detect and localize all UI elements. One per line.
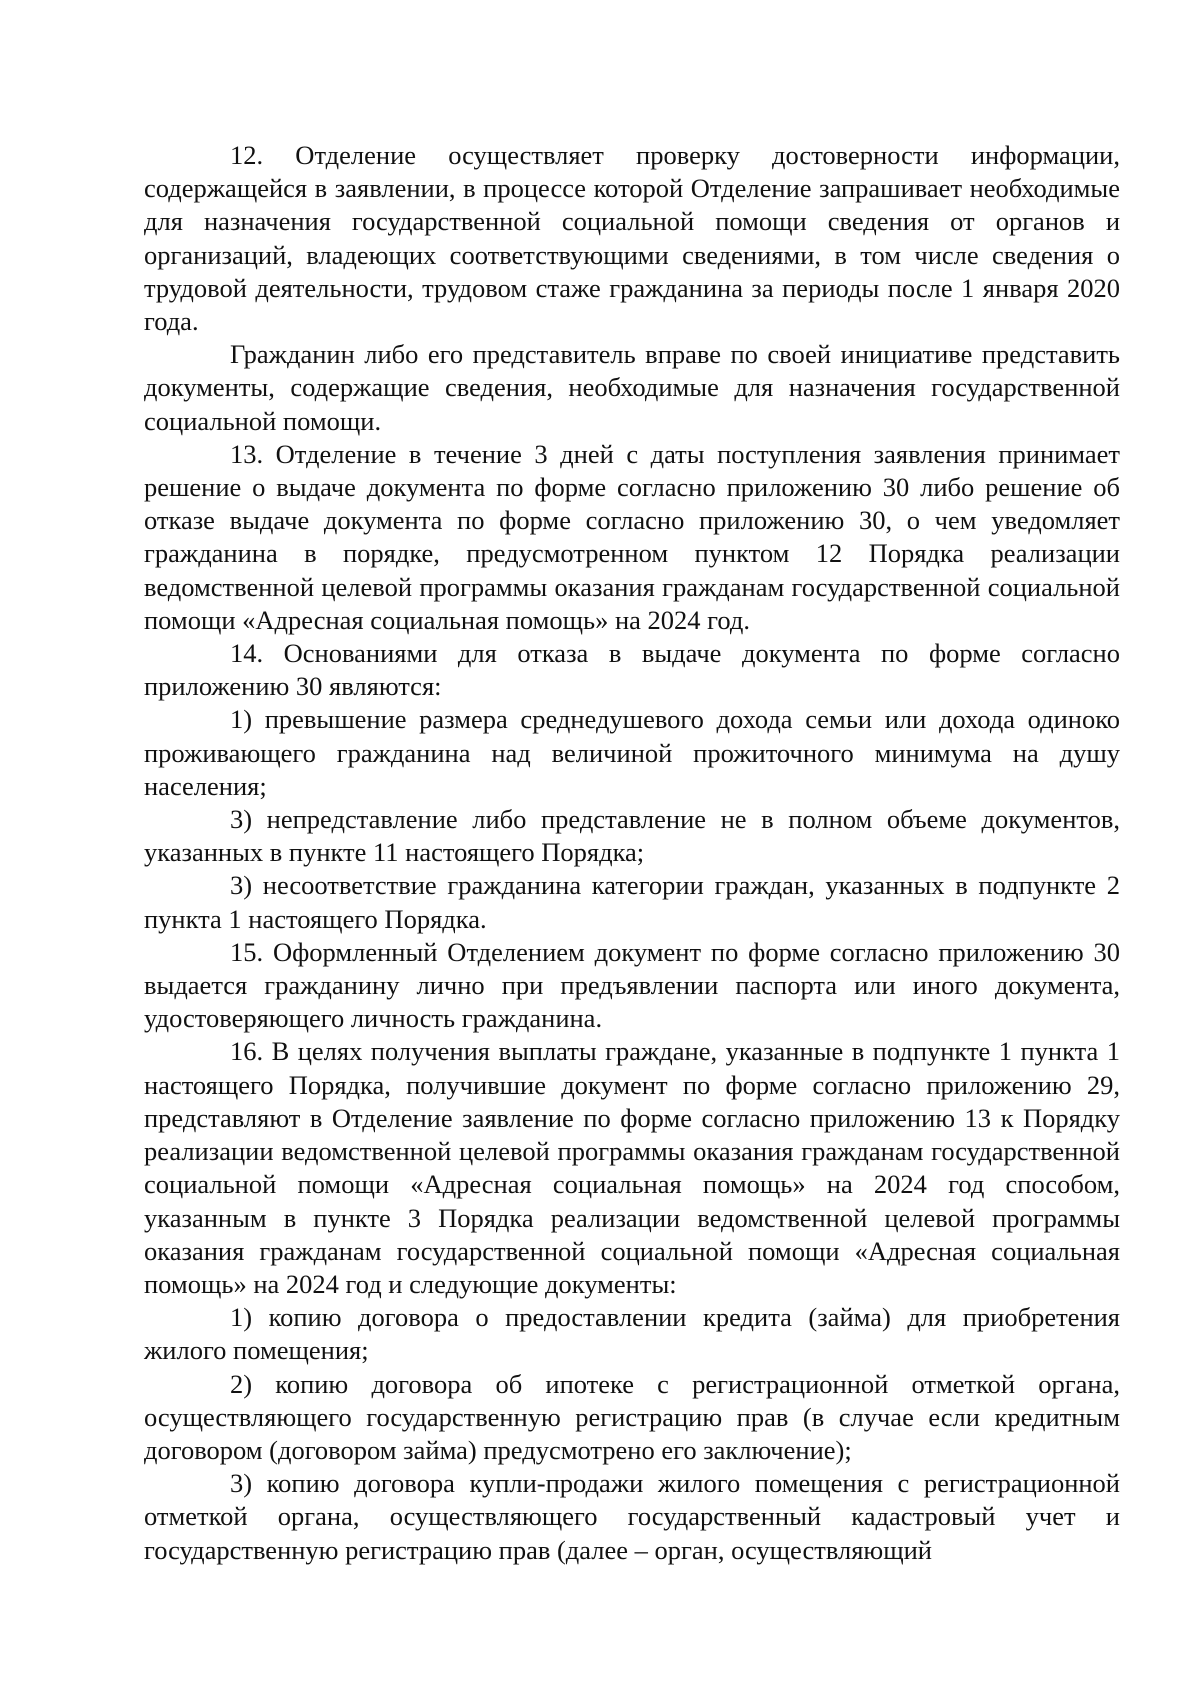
paragraph-13-decision: 13. Отделение в течение 3 дней с даты поступления заявления принимает решение о выдаче документа по форме согласно приложению 30 либо решение об отказе выдаче документа по форме согласно приложению 30, о чем уведомляет гражданина в порядке, предусмотренном пунктом 12 Порядка реализации ведомственной целевой программы оказания гражданам государственной социальной помощи «Адресная социальная помощь» на 2024 год.	[144, 438, 1120, 635]
list-item-document-3: 3) копию договора купли-продажи жилого помещения с регистрационной отметкой органа, осуществляющего государственный кадастровый учет и государственную регистрацию прав (далее – орган, осуществляющий	[144, 1468, 1120, 1565]
paragraph-16-payment: 16. В целях получения выплаты граждане, указанные в подпункте 1 пункта 1 настоящего Порядка, получившие документ по форме согласно приложению 29, представляют в Отделение заявление по форме согласно приложению 13 к Порядку реализации ведомственной целевой программы оказания гражданам государственной социальной помощи «Адресная социальная помощь» на 2024 год способом, указанным в пункте 3 Порядка реализации ведомственной целевой программы оказания гражданам государственной социальной помощи «Адресная социальная помощь» на 2024 год и следующие документы:	[144, 1036, 1120, 1299]
list-item-document-1: 1) копию договора о предоставлении кредита (займа) для приобретения жилого помещения;	[144, 1302, 1120, 1366]
list-item-refusal-3: 3) несоответствие гражданина категории граждан, указанных в подпункте 2 пункта 1 настоящего Порядка.	[144, 870, 1120, 934]
list-item-refusal-2: 3) непредставление либо представление не в полном объеме документов, указанных в пункте 11 настоящего Порядка;	[144, 804, 1120, 868]
paragraph-citizen-right: Гражданин либо его представитель вправе по своей инициативе представить документы, содержащие сведения, необходимые для назначения государственной социальной помощи.	[144, 339, 1120, 436]
paragraph-15-issuance: 15. Оформленный Отделением документ по форме согласно приложению 30 выдается гражданину лично при предъявлении паспорта или иного документа, удостоверяющего личность гражданина.	[144, 936, 1120, 1034]
paragraph-12-verification: 12. Отделение осуществляет проверку достоверности информации, содержащейся в заявлении, в процессе которой Отделение запрашивает необходимые для назначения государственной социальной помощи сведения от органов и организаций, владеющих соответствующими сведениями, в том числе сведения о трудовой деятельности, трудовом стаже гражданина за периоды после 1 января 2020 года.	[144, 140, 1120, 337]
list-item-document-2: 2) копию договора об ипотеке с регистрационной отметкой органа, осуществляющего государственную регистрацию прав (в случае если кредитным договором (договором займа) предусмотрено его заключение);	[144, 1368, 1120, 1465]
paragraph-14-refusal-grounds: 14. Основаниями для отказа в выдаче документа по форме согласно приложению 30 являются:	[144, 638, 1120, 702]
list-item-refusal-1: 1) превышение размера среднедушевого дохода семьи или дохода одиноко проживающего гражданина над величиной прожиточного минимума на душу населения;	[144, 704, 1120, 801]
document-page	[144, 139, 1120, 1567]
